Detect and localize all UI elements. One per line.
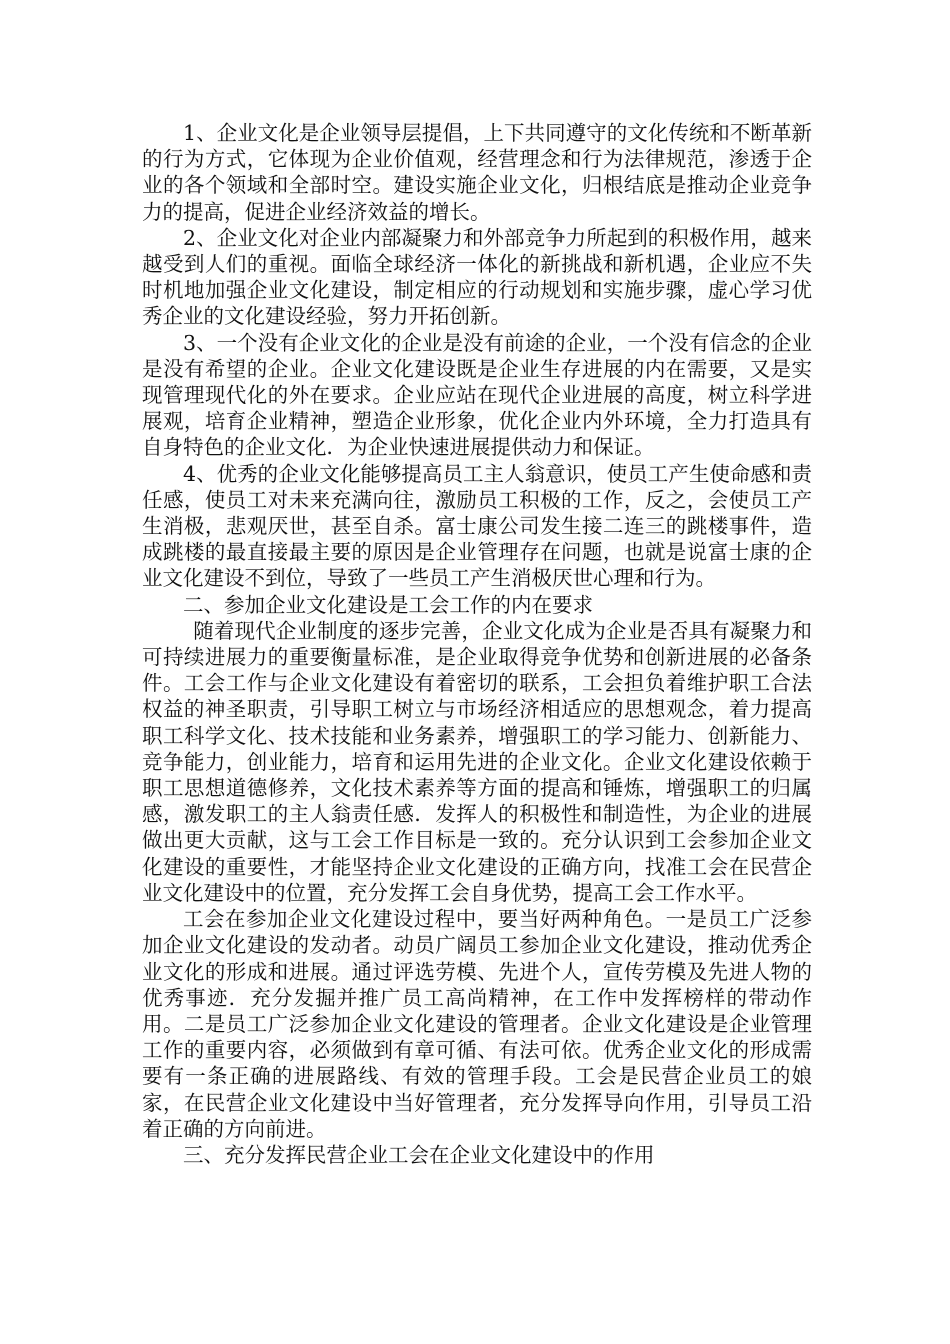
- paragraph-point-4: 4、优秀的企业文化能够提高员工主人翁意识，使员工产生使命感和责任感，使员工对未来充满向往，激励员工积极的工作，反之，会使员工产生消极，悲观厌世，甚至自杀。富士康公司发生接二连三的跳楼事件，造成跳楼的最直接最主要的原因是企业管理存在问题，也就是说富士康的企业文化建设不到位，导致了一些员工产生消极厌世心理和行为。: [142, 461, 812, 591]
- paragraph-point-3: 3、一个没有企业文化的企业是没有前途的企业，一个没有信念的企业是没有希望的企业。企业文化建设既是企业生存进展的内在需要，又是实现管理现代化的外在要求。企业应站在现代企业进展的高度，树立科学进展观，培育企业精神，塑造企业形象，优化企业内外环境，全力打造具有自身特色的企业文化．为企业快速进展提供动力和保证。: [142, 330, 812, 460]
- section-heading-2: 二、参加企业文化建设是工会工作的内在要求: [183, 592, 593, 617]
- document-page: [142, 120, 812, 1168]
- paragraph-union-roles: 工会在参加企业文化建设过程中，要当好两种角色。一是员工广泛参加企业文化建设的发动者。动员广阔员工参加企业文化建设，推动优秀企业文化的形成和进展。通过评选劳模、先进个人，宣传劳模及先进人物的优秀事迹．充分发掘并推广员工高尚精神，在工作中发挥榜样的带动作用。二是员工广泛参加企业文化建设的管理者。企业文化建设是企业管理工作的重要内容，必须做到有章可循、有法可依。优秀企业文化的形成需要有一条正确的进展路线、有效的管理手段。工会是民营企业员工的娘家，在民营企业文化建设中当好管理者，充分发挥导向作用，引导员工沿着正确的方向前进。: [142, 907, 812, 1141]
- paragraph-section-2-body: 随着现代企业制度的逐步完善，企业文化成为企业是否具有凝聚力和可持续进展力的重要衡量标准，是企业取得竞争优势和创新进展的必备条件。工会工作与企业文化建设有着密切的联系，工会担负着维护职工合法权益的神圣职责，引导职工树立与市场经济相适应的思想观念，着力提高职工科学文化、技术技能和业务素养，增强职工的学习能力、创新能力、竞争能力，创业能力，培育和运用先进的企业文化。企业文化建设依赖于职工思想道德修养，文化技术素养等方面的提高和锤炼，增强职工的归属感，激发职工的主人翁责任感．发挥人的积极性和制造性，为企业的进展做出更大贡献，这与工会工作目标是一致的。充分认识到工会参加企业文化建设的重要性，才能坚持企业文化建设的正确方向，找准工会在民营企业文化建设中的位置，充分发挥工会自身优势，提高工会工作水平。: [142, 618, 812, 905]
- paragraph-point-2: 2、企业文化对企业内部凝聚力和外部竞争力所起到的积极作用，越来越受到人们的重视。面临全球经济一体化的新挑战和新机遇，企业应不失时机地加强企业文化建设，制定相应的行动规划和实施步骤，虚心学习优秀企业的文化建设经验，努力开拓创新。: [142, 225, 812, 329]
- paragraph-point-1: 1、企业文化是企业领导层提倡，上下共同遵守的文化传统和不断革新的行为方式，它体现为企业价值观，经营理念和行为法律规范，渗透于企业的各个领域和全部时空。建设实施企业文化，归根结底是推动企业竞争力的提高，促进企业经济效益的增长。: [142, 121, 812, 224]
- section-heading-3: 三、充分发挥民营企业工会在企业文化建设中的作用: [183, 1142, 655, 1167]
